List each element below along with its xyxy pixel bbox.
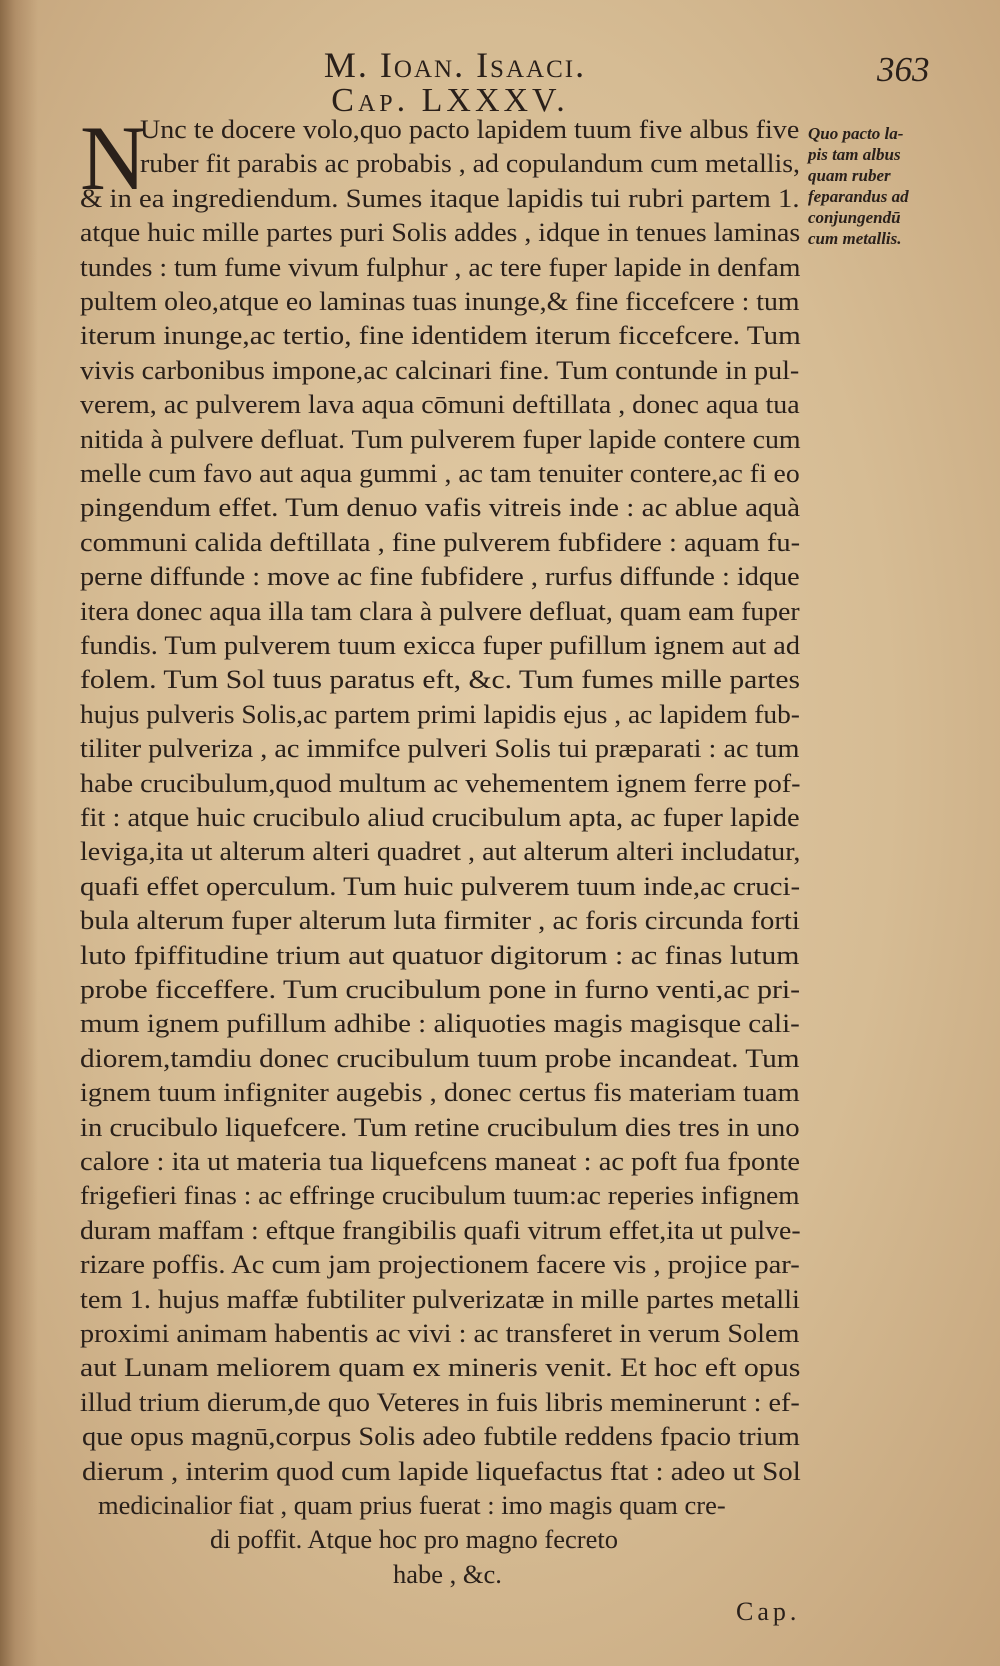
text-line: nitida à pulvere defluat. Tum pulverem fuper lapide contere cum (80, 423, 801, 454)
text-line: itera donec aqua illa tam clara à pulvere defluat, quam eam fuper (80, 595, 800, 626)
text-line: rizare poffis. Ac cum jam projectionem facere vis , projice par- (80, 1249, 800, 1280)
text-line: duram maffam : eftque frangibilis quafi vitrum effet,ita ut pulve- (80, 1214, 801, 1245)
text-line: pingendum effet. Tum denuo vafis vitreis inde : ac ablue aquà (80, 492, 801, 523)
text-line: illud trium dierum,de quo Veteres in fuis libris meminerunt : ef- (80, 1386, 800, 1417)
margin-note-line: quam ruber (808, 166, 891, 185)
text-line: bula alterum fuper alterum luta firmiter , ac foris circunda forti (80, 905, 800, 936)
chapter-heading: Cap. LXXXV. (331, 82, 569, 119)
running-head: M. Ioan. Isaaci. (323, 45, 587, 85)
text-line: tiliter pulveriza , ac immifce pulveri Solis tui præparati : ac tum (80, 733, 800, 764)
catchword: Cap. (736, 1597, 801, 1626)
text-line: perne diffunde : move ac fine fubfidere , rurfus diffunde : idque (80, 561, 800, 592)
margin-note-line: conjungendū (808, 208, 901, 227)
text-line: folem. Tum Sol tuus paratus eft, &c. Tum fumes mille partes (80, 664, 801, 695)
text-line: & in ea ingrediendum. Sumes itaque lapidis tui rubri partem 1. (80, 182, 800, 213)
text-line: diorem,tamdiu donec crucibulum tuum probe incandeat. Tum (80, 1042, 800, 1073)
text-line: frigefieri finas : ac effringe crucibulum tuum:ac reperies infignem (80, 1180, 800, 1211)
text-line: di poffit. Atque hoc pro magno fecreto (210, 1524, 618, 1555)
text-line: medicinalior fiat , quam prius fuerat : imo magis quam cre- (98, 1490, 726, 1520)
text-line: tundes : tum fume vivum fulphur , ac tere fuper lapide in denfam (80, 251, 801, 282)
text-line: habe , &c. (393, 1558, 502, 1589)
text-line: melle cum favo aut aqua gummi , ac tam tenuiter contere,ac fi eo (80, 458, 800, 488)
text-line: que opus magnū,corpus Solis adeo fubtile reddens fpacio trium (82, 1421, 800, 1452)
text-line: ignem tuum infigniter augebis , donec certus fis materiam tuam (80, 1077, 800, 1108)
text-line: fit : atque huic crucibulo aliud crucibulum apta, ac fuper lapide (80, 802, 800, 832)
text-line: atque huic mille partes puri Solis addes , idque in tenues laminas (80, 217, 801, 248)
text-line: tem 1. hujus maffæ fubtiliter pulverizatæ in mille partes metalli (80, 1283, 800, 1314)
margin-note-line: Quo pacto la- (808, 124, 904, 143)
margin-note-line: pis tam albus (808, 145, 901, 164)
drop-cap: N (80, 107, 147, 209)
margin-note-line: feparandus ad (808, 187, 909, 206)
text-line: iterum inunge,ac tertio, fine identidem iterum ficcefcere. Tum (80, 320, 801, 351)
text-line: calore : ita ut materia tua liquefcens maneat : ac poft fua fponte (80, 1146, 801, 1176)
page-edge-shadow (0, 0, 38, 1666)
text-line: luto fpiffitudine trium aut quatuor digitorum : ac finas lutum (80, 939, 800, 970)
text-line: pultem oleo,atque eo laminas tuas inunge,& fine ficcefcere : tum (80, 286, 800, 316)
text-line: habe crucibulum,quod multum ac vehementem ignem ferre pof- (80, 767, 801, 798)
text-line: probe ficceffere. Tum crucibulum pone in furno venti,ac pri- (80, 974, 801, 1004)
text-line: dierum , interim quod cum lapide liquefactus ftat : adeo ut Sol (82, 1455, 801, 1486)
text-line: in crucibulo liquefcere. Tum retine crucibulum dies tres in uno (80, 1111, 800, 1142)
text-line: leviga,ita ut alterum alteri quadret , aut alterum alteri includatur, (80, 836, 801, 867)
text-line: aut Lunam meliorem quam ex mineris venit. Et hoc eft opus (80, 1352, 801, 1383)
text-line: hujus pulveris Solis,ac partem primi lapidis ejus , ac lapidem fub- (80, 698, 800, 729)
text-line: mum ignem pufillum adhibe : aliquoties magis magisque cali- (80, 1008, 800, 1039)
text-line: verem, ac pulverem lava aqua cōmuni deftillata , donec aqua tua (80, 389, 800, 420)
text-line: fundis. Tum pulverem tuum exicca fuper pufillum ignem aut ad (80, 630, 801, 660)
text-line: vivis carbonibus impone,ac calcinari fine. Tum contunde in pul- (80, 354, 800, 385)
text-line: quafi effet operculum. Tum huic pulverem tuum inde,ac cruci- (80, 870, 801, 901)
margin-note-line: cum metallis. (808, 229, 902, 248)
text-line: ruber fit parabis ac probabis , ad copulandum cum metallis, (140, 148, 801, 179)
text-line: proximi animam habentis ac vivi : ac transferet in verum Solem (80, 1318, 800, 1348)
page-number: 363 (877, 50, 930, 89)
text-line: Unc te docere volo,quo pacto lapidem tuum five albus five (140, 114, 800, 144)
text-line: communi calida deftillata , fine pulverem fubfidere : aquam fu- (80, 526, 801, 557)
